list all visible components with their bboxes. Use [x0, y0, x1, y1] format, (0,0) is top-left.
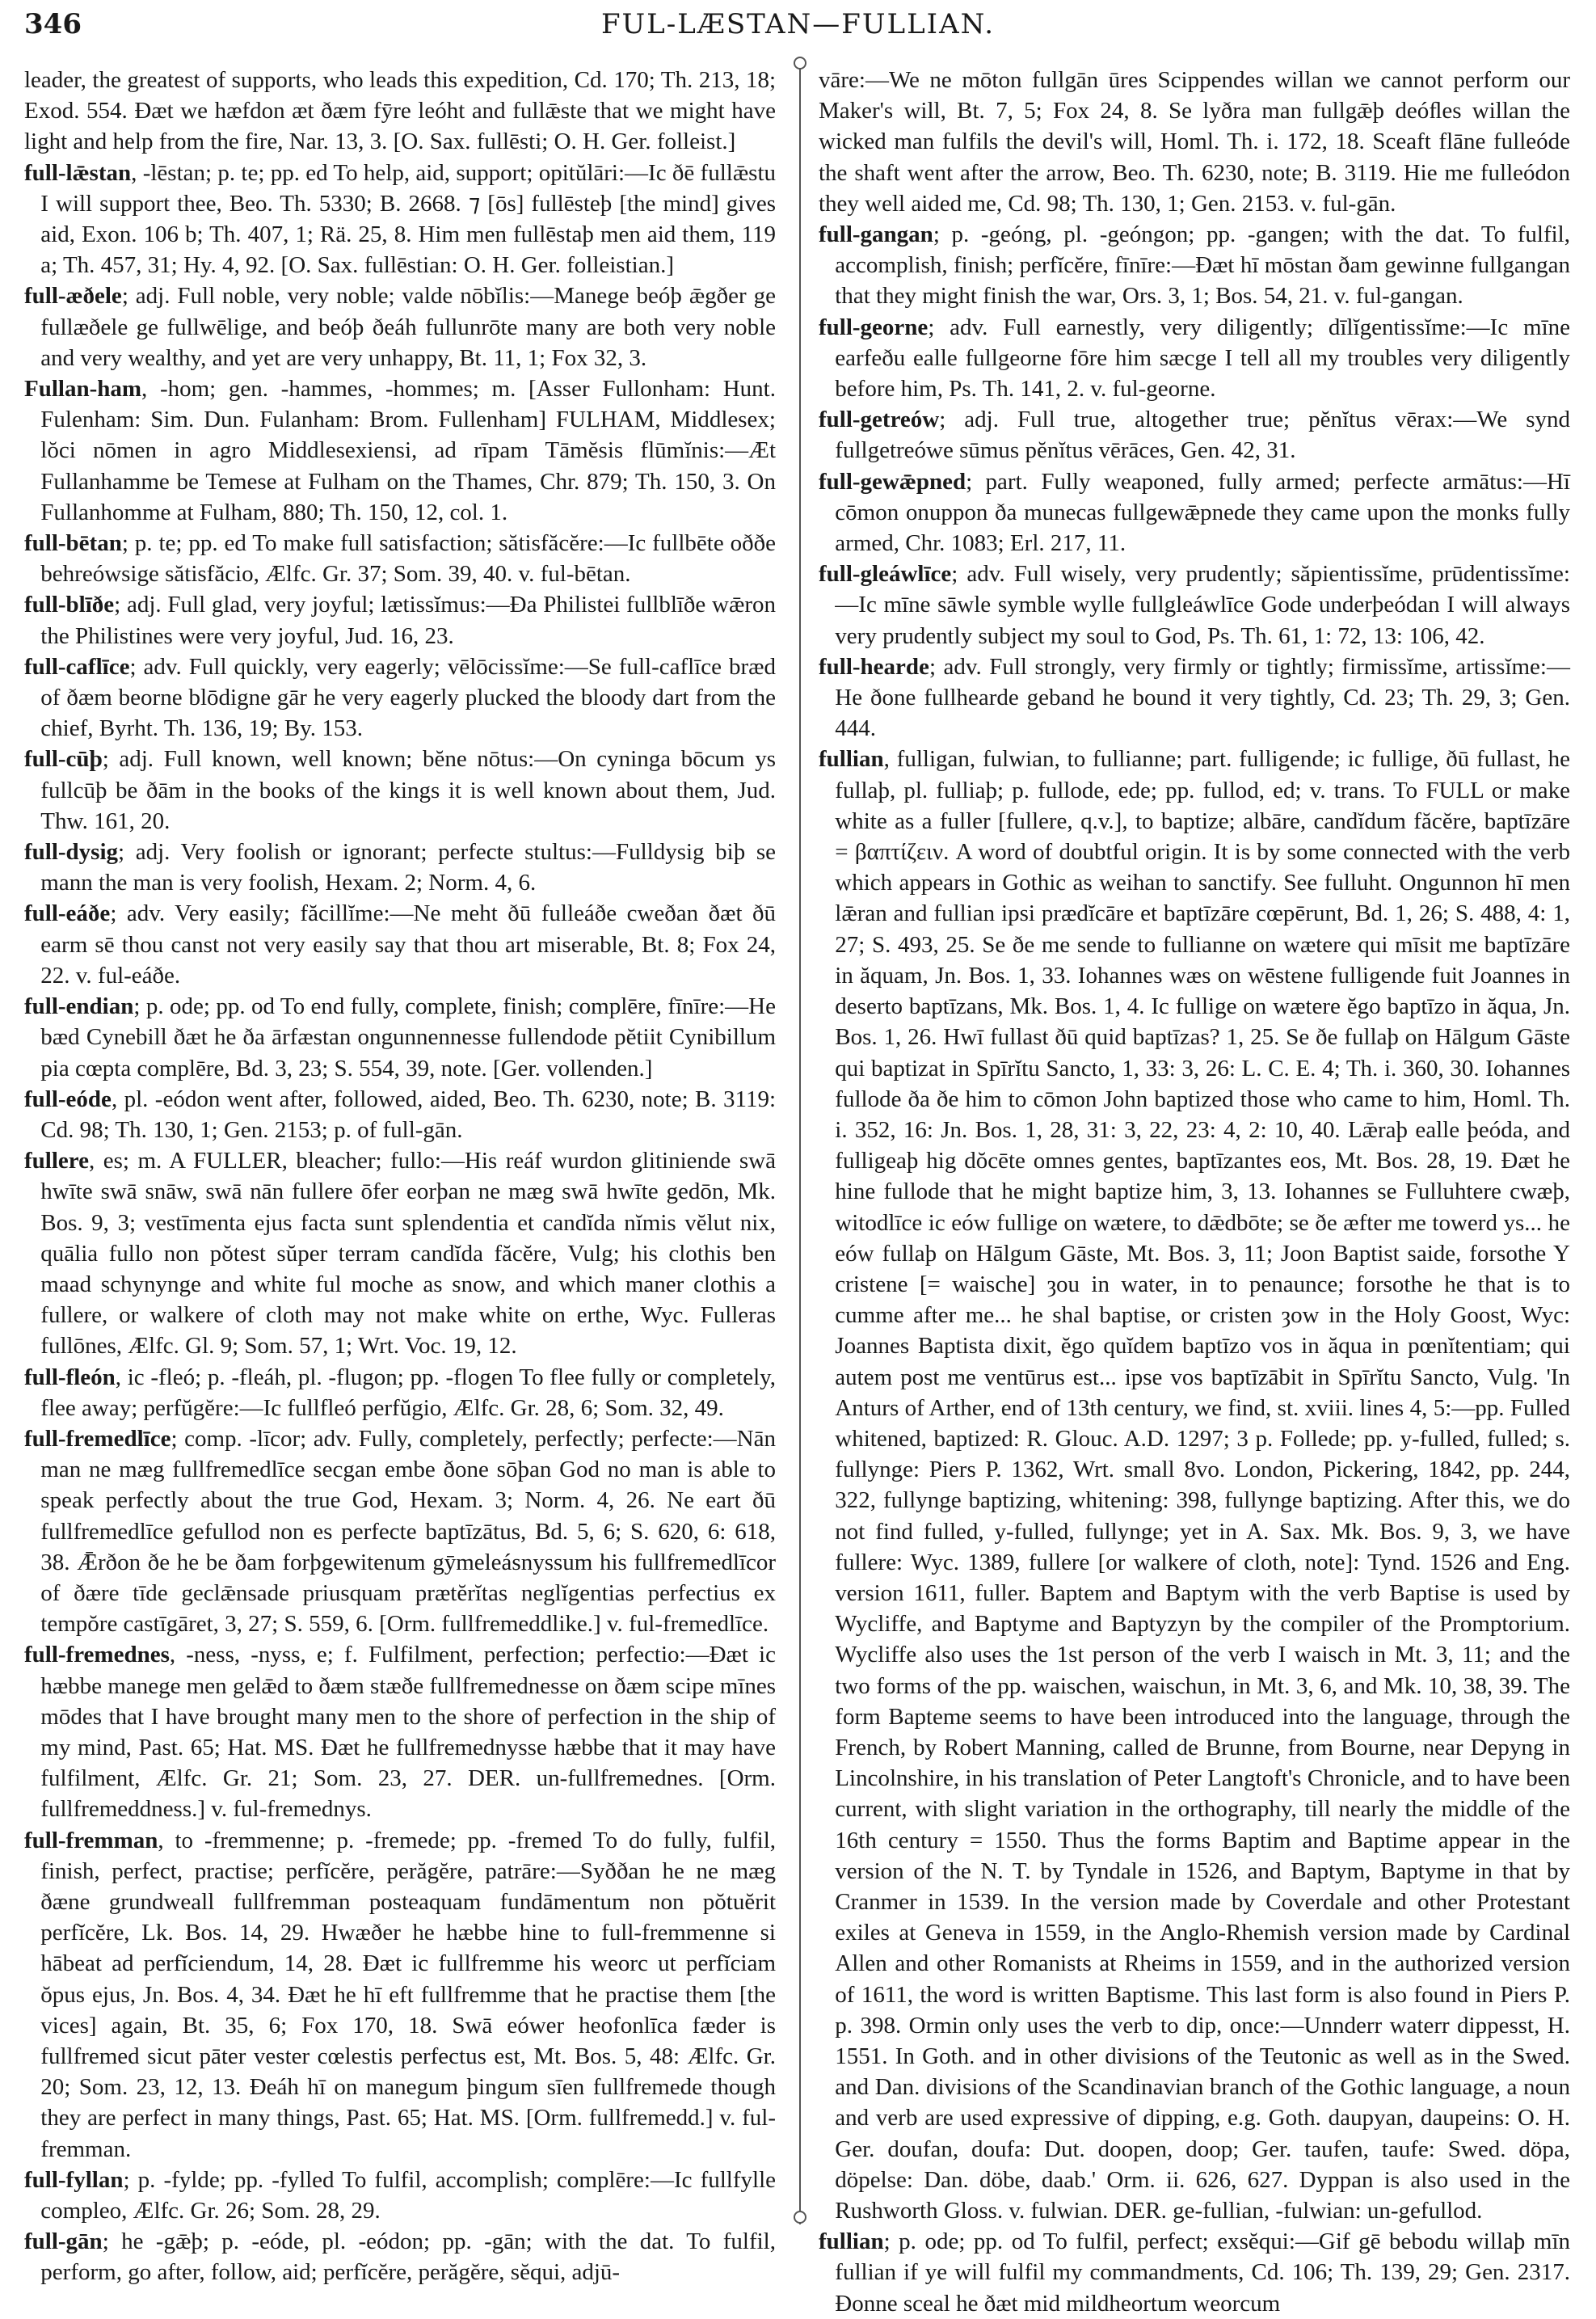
entry-full-betan: full-bētan; p. te; pp. ed To make full satisfaction; sătisfăcĕre:—Ic fullbēte oððe behreówsige sătisfăcio, Ælfc. Gr. 37; Som. 39, 40. v. ful-bētan. [24, 530, 776, 588]
left-column [24, 65, 776, 2286]
entry-full-endian: full-endian; p. ode; pp. od To end fully, complete, finish; complēre, fīnīre:—He bæd Cynebill ðæt he ða ārfæstan ongunnennesse fullendode pĕtiit Cynibillum pia cœpta complēre, Bd. 3, 23; S. 554, 39, note. [Ger. vollenden.] [24, 993, 776, 1081]
entry-full-fyllan: full-fyllan; p. -fylde; pp. -fylled To fulfil, accomplish; complēre:—Ic fullfylle compleo, Ælfc. Gr. 26; Som. 28, 29. [24, 2166, 776, 2224]
entry-full-fremedlice: full-fremedlīce; comp. -līcor; adv. Fully, completely, perfectly; perfecte:—Nān man ne mæg fullfremedlīce secgan embe ðone sōþan God no man is able to speak perfectly about the true God, Hexam. 3; Norm. 4, 26. Ne eart ðū fullfremedlīce gefullod non es perfecte baptīzātus, Bd. 5, 6; S. 620, 6: 618, 38. Ǣrðon ðe he be ðam forþgewitenum gȳmeleásnyssum his fullfremedlīcor of ðære tīde geclǣnsade priusquam prætĕrĭtas neglĭgentias perfectius ex tempŏre castīgāret, 3, 27; S. 559, 6. [Orm. fullfremeddlike.] v. ful-fremedlīce. [24, 1425, 776, 1638]
entry-full-georne: full-georne; adv. Full earnestly, very diligently; dīlĭgentissĭme:—Ic mīne earfeðu ealle fullgeorne fōre him sæcge I tell all my troubles very diligently before him, Ps. Th. 141, 2. v. ful-georne. [819, 314, 1570, 403]
entry-full-dysig: full-dysig; adj. Very foolish or ignorant; perfecte stultus:—Fulldysig biþ se mann the man is very foolish, Hexam. 2; Norm. 4, 6. [24, 839, 776, 896]
entry-fullan-ham: Fullan-ham, -hom; gen. -hammes, -hommes; m. [Asser Fullonham: Hunt. Fulenham: Sim. Dun. Fulanham: Brom. Fullenham] FULHAM, Middlesex; lŏci nōmen in agro Middlesexiensi, ad rīpam Tāmĕsis flūmĭnis:—Æt Fullanhamme be Temese at Fulham on the Thames, Chr. 879; Th. 150, 3. On Fullanhomme at Fulham, 880; Th. 150, 12, col. 1. [24, 376, 776, 525]
entry-continuation: leader, the greatest of supports, who leads this expedition, Cd. 170; Th. 213, 18; Exod. 554. Ðæt we hæfdon æt ðæm fȳre leóht and fullǣste that we might have light and help from the fire, Nar. 13, 3. [O. Sax. fullēsti; O. H. Ger. folleist.] [24, 67, 776, 155]
entry-full-gewaepned: full-gewǣpned; part. Fully weaponed, fully armed; perfecte armātus:—Hī cōmon onuppon ða munecas fullgewǣpnede they came upon the monks fully armed, Chr. 1083; Erl. 217, 11. [819, 468, 1570, 557]
entry-full-cuth: full-cūþ; adj. Full known, well known; bĕne nōtus:—On cyninga bōcum ys fullcūþ be ðām in the books of the kings it is well known about them, Jud. Thw. 161, 20. [24, 746, 776, 834]
entry-full-eode: full-eóde, pl. -eódon went after, followed, aided, Beo. Th. 6230, note; B. 3119: Cd. 98; Th. 130, 1; Gen. 2153; p. of full-gān. [24, 1086, 776, 1143]
entry-full-laestan: full-lǣstan, -lēstan; p. te; pp. ed To help, aid, support; opitŭlāri:—Ic ðē fullǣstu I will support thee, Beo. Th. 5330; B. 2668. ⁊ [ōs] fullēsteþ [the mind] gives aid, Exon. 106 b; Th. 407, 1; Rä. 25, 8. Him men fullēstaþ men aid them, 119 a; Th. 457, 31; Hy. 4, 92. [O. Sax. fullēstian: O. H. Ger. folleistian.] [24, 159, 776, 279]
entry-full-eathe: full-eáðe; adv. Very easily; făcillĭme:—Ne meht ðū fulleáðe cweðan ðæt ðū earm sē thou canst not very easily say that thou art miserable, Bt. 8; Fox 24, 22. v. ful-eáðe. [24, 900, 776, 989]
entry-full-gan-continued: vāre:—We ne mōton fullgān ūres Scippendes willan we cannot perform our Maker's will, Bt. 7, 5; Fox 24, 8. Se lyðra man fullgǣþ deóﬂes willan the wicked man fulfils the devil's will, Homl. Th. i. 172, 18. Sceaft flāne fulleóde the shaft went after the arrow, Beo. Th. 6230, note; B. 3119. Hie me fulleódon they well aided me, Cd. 98; Th. 130, 1; Gen. 2153. v. ful-gān. [819, 67, 1570, 217]
entry-fullian-2: fullian; p. ode; pp. od To fulfil, perfect; exsĕqui:—Gif gē bebodu willaþ mīn fullian if ye will fulfil my commandments, Cd. 106; Th. 139, 29; Gen. 2317. Ðonne sceal he ðæt mid mildheortum weorcum [819, 2228, 1570, 2317]
entry-full-blithe: full-blīðe; adj. Full glad, very joyful; lætissĭmus:—Ða Philistei fullblīðe wǣron the Philistines were very joyful, Jud. 16, 23. [24, 592, 776, 649]
page-number: 346 [24, 8, 82, 40]
entry-full-getreow: full-getreów; adj. Full true, altogether true; pĕnĭtus vērax:—We synd fullgetreówe sūmus pĕnĭtus vērāces, Gen. 42, 31. [819, 407, 1570, 464]
right-column [819, 65, 1570, 2317]
entry-full-fleon: full-fleón, ic -fleó; p. -fleáh, pl. -flugon; pp. -flogen To flee fully or completely, flee away; perfŭgĕre:—Ic fullfleó perfŭgio, Ælfc. Gr. 28, 6; Som. 32, 49. [24, 1364, 776, 1421]
entry-full-caflice: full-caflīce; adv. Full quickly, very eagerly; vēlōcissĭme:—Se full-caflīce bræd of ðæm beorne blōdigne gār he very eagerly plucked the bloody dart from the chief, Byrht. Th. 136, 19; By. 153. [24, 653, 776, 742]
entry-full-hearde: full-hearde; adv. Full strongly, very firmly or tightly; firmissĭme, artissĭme:—He ðone fullhearde geband he bound it very tightly, Cd. 23; Th. 29, 3; Gen. 444. [819, 653, 1570, 742]
column-divider [799, 58, 801, 2224]
running-title: FUL-LÆSTAN—FULLIAN. [600, 8, 996, 40]
divider-ornament-bottom [794, 2211, 806, 2224]
entry-fullere: fullere, es; m. A FULLER, bleacher; fullo:—His reáf wurdon glitiniende swā hwīte swā snāw, swā nān fullere ōfer eorþan ne mæg swā hwīte gedōn, Mk. Bos. 9, 3; vestīmenta ejus facta sunt splendentia et candĭda nĭmis vĕlut nix, quālia fullo non pŏtest sŭper terram candĭda făcĕre, Vulg; his clothis ben maad schynynge and white ful moche as snow, and which maner clothis a fullere, or walkere of cloth may not make white on erthe, Wyc. Fulleras fullōnes, Ælfc. Gl. 9; Som. 57, 1; Wrt. Voc. 19, 12. [24, 1148, 776, 1360]
page-header [24, 8, 1572, 45]
entry-full-aedele: full-æðele; adj. Full noble, very noble; valde nōbĭlis:—Manege beóþ ǣgðer ge fullæðele ge fullwēlige, and beóþ ðeáh fullunrōte many are both very noble and very wealthy, and yet are very unhappy, Bt. 11, 1; Fox 32, 3. [24, 283, 776, 371]
divider-ornament-top [794, 57, 806, 70]
entry-full-fremman: full-fremman, to -fremmenne; p. -fremede; pp. -fremed To do fully, fulfil, finish, perfect, practise; perfĭcĕre, perăgĕre, patrāre:—Syððan he ne mæg ðæne grundweall fullfremman posteaquam fundāmentum non pŏtuĕrit perfĭcĕre, Lk. Bos. 14, 29. Hwæðer he hæbbe hine to full-fremmenne si hābeat ad perfĭciendum, 14, 28. Ðæt ic fullfremme his weorc ut perfĭciam ŏpus ejus, Jn. Bos. 4, 34. Ðæt he hī eft fullfremme that he practise them [the vices] again, Bt. 35, 6; Fox 170, 18. Swā eówer heofonlīca fæder is fullfremed sicut pāter vester cœlestis perfectus est, Mt. Bos. 5, 48: Ælfc. Gr. 20; Som. 23, 12, 13. Ðeáh hī on manegum þingum sīen fullfremede though they are perfect in many things, Past. 65; Hat. MS. [Orm. fullfremedd.] v. ful-fremman. [24, 1827, 776, 2162]
entry-full-gangan: full-gangan; p. -geóng, pl. -geóngon; pp. -gangen; with the dat. To fulfil, accomplish, finish; perfĭcĕre, fīnīre:—Ðæt hī mōstan ðam gewinne fullgangan that they might finish the war, Ors. 3, 1; Bos. 54, 21. v. ful-gangan. [819, 221, 1570, 310]
entry-full-gan: full-gān; he -gǣþ; p. -eóde, pl. -eódon; pp. -gān; with the dat. To fulfil, perform, go after, follow, aid; perfĭcĕre, perăgĕre, sĕqui, adjū- [24, 2228, 776, 2286]
entry-full-gleawlice: full-gleáwlīce; adv. Full wisely, very prudently; săpientissĭme, prūdentissĭme:—Ic mīne sāwle symble wylle fullgleáwlīce Gode underþeódan I will always very prudently subject my soul to God, Ps. Th. 61, 1: 72, 13: 106, 42. [819, 561, 1570, 649]
entry-full-fremednes: full-fremednes, -ness, -nyss, e; f. Fulfilment, perfection; perfectio:—Ðæt ic hæbbe manege men gelǣd to ðæm stæðe fullfremednesse on ðæm scipe mīnes mōdes that I have brought many men to the shore of perfection in the ship of my mind, Past. 65; Hat. MS. Ðæt he fullfremednysse hæbbe that it may have fulfilment, Ælfc. Gr. 21; Som. 23, 27. DER. un-fullfremednes. [Orm. fullfremeddness.] v. ful-fremednys. [24, 1642, 776, 1823]
entry-fullian-1: fullian, fulligan, fulwian, to fullianne; part. fulligende; ic fullige, ðū fullast, he fullaþ, pl. fulliaþ; p. fullode, ede; pp. fullod, ed; v. trans. To FULL or make white as a fuller [fullere, q.v.], to baptize; albāre, candĭdum făcĕre, baptīzāre = βαπτίζειν. A word of doubtful origin. It is by some connected with the verb which appears in Gothic as weihan to sanctify. See fulluht. Ongunnon hī men lǣran and fullian ipsi prædĭcāre et baptīzāre cœpērunt, Bd. 1, 26; S. 488, 4: 1, 27; S. 493, 25. Se ðe me sende to fullianne on wætere qui mīsit me baptīzāre in ăquam, Jn. Bos. 1, 33. Iohannes wæs on wēstene fulligende fuit Joannes in deserto baptīzans, Mk. Bos. 1, 4. Ic fullige on wætere ĕgo baptīzo in ăqua, Jn. Bos. 1, 26. Hwī fullast ðū quid baptīzas? 1, 25. Se ðe fullaþ on Hālgum Gāste qui baptizat in Spīrĭtu Sancto, 1, 33: 3, 26: L. C. E. 4; Th. i. 360, 30. Iohannes fullode ða ðe him to cōmon John baptized those who came to him, Homl. Th. i. 352, 16: Jn. Bos. 1, 28, 31: 3, 22, 23: 4, 2: 10, 40. Lǣraþ ealle þeóda, and fulligeaþ hig dŏcēte omnes gentes, baptīzantes eos, Mt. Bos. 28, 19. Ðæt he hine fullode that he might baptize him, 3, 13. Iohannes se Fulluhtere cwæþ, witodlīce ic eów fullige on wætere, to dǣdbōte; se ðe æfter me towerd ys... he eów fullaþ on Hālgum Gāste, Mt. Bos. 3, 11; Joon Baptist saide, forsothe Y cristene [= waische] ȝou in water, in to penaunce; forsothe he that is to cumme after me... he shal baptise, or cristen ȝow in the Holy Goost, Wyc: Joannes Baptista dixit, ĕgo quĭdem baptīzo vos in ăqua in pœnĭtentiam; qui autem post me ventūrus est... ipse vos baptīzābit in Spīrĭtu Sancto, Vulg. 'In Anturs of Arther, end of 13th century, we find, st. xviii. lines 4, 5:—pp. Fulled whitened, baptized: R. Glouc. A.D. 1297; 3 p. Follede; pp. y-fulled, fulled; s. fullynge: Piers P. 1362, Wrt. small 8vo. London, Pickering, 1842, pp. 244, 322, fullynge baptizing, whitening: 398, fullynge baptizing. After this, we do not find fulled, y-fulled, fullynge; yet in A. Sax. Mk. Bos. 9, 3, we have fullere: Wyc. 1389, fullere [or walkere of cloth, note]: Tynd. 1526 and Eng. version 1611, fuller. Baptem and Baptym with the verb Baptise is used by Wycliffe, and Baptyme and Baptyzyn by the compiler of the Promptorium. Wycliffe also uses the 1st person of the verb I waisch in Mt. 3, 11; and the two forms of the pp. waischen, waischun, in Mt. 3, 6, and Mk. 10, 38, 39. The form Bapteme seems to have been introduced into the language, through the French, by Robert Manning, called de Brunne, from Bourne, near Depyng in Lincolnshire, in his translation of Peter Langtoft's Chronicle, and to have been current, with slight variation in the orthography, till nearly the middle of the 16th century = 1550. Thus the forms Baptim and Baptime appear in the version of the N. T. by Tyndale in 1526, and Baptym, Baptyme in that by Cranmer in 1539. In the version made by Coverdale and other Protestant exiles at Geneva in 1559, in the Anglo-Rhemish version made by Cardinal Allen and other Romanists at Rheims in 1559, and in the authorized version of 1611, the word is written Baptisme. This last form is also found in Piers P. p. 398. Ormin only uses the verb to dip, once:—Unnderr waterr dippesst, H. 1551. In Goth. and in other divisions of the Teutonic as well as in the Swed. and Dan. divisions of the Scandinavian branch of the Gothic language, a noun and verb are used expressive of dipping, e.g. Goth. daupyan, daupeins: O. H. Ger. doufan, doufa: Dut. doopen, doop; Ger. taufen, taufe: Swed. döpa, döpelse: Dan. döbe, daab.' Orm. ii. 626, 627. Dyppan is also used in the Rushworth Gloss. v. fulwian. DER. ge-fullian, -fulwian: un-gefullod. [819, 746, 1570, 2224]
